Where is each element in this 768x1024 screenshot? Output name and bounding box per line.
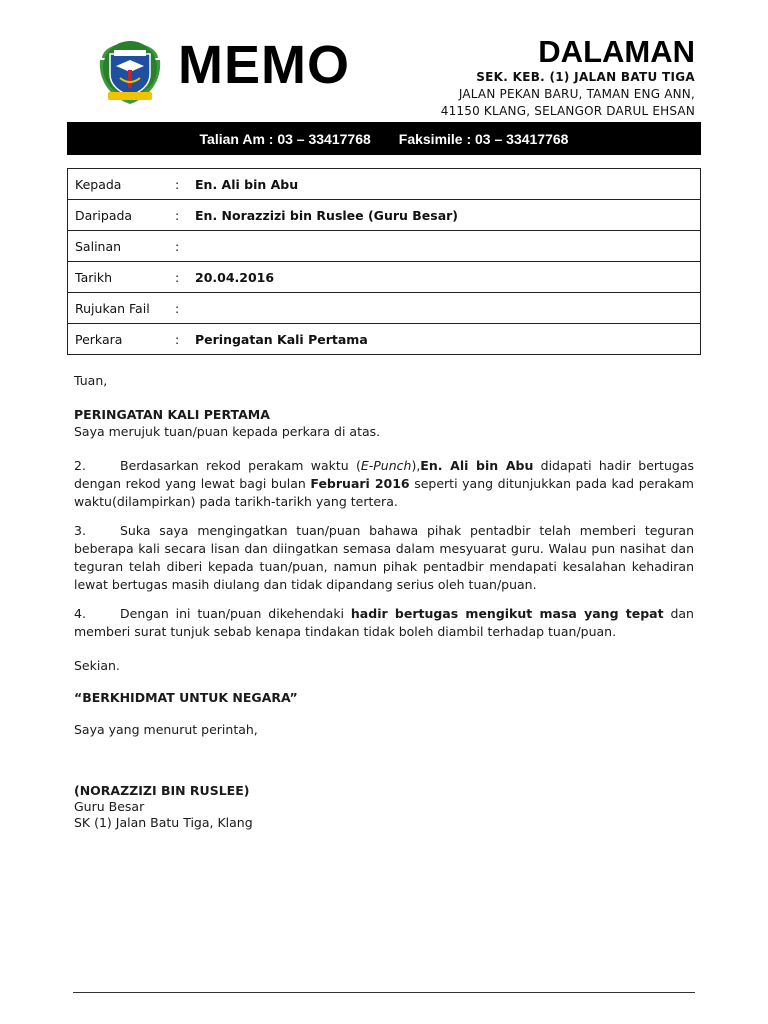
info-value — [195, 293, 701, 324]
info-colon: : — [175, 262, 195, 293]
info-label: Daripada — [68, 200, 176, 231]
paragraph-number: 3. — [74, 523, 86, 538]
paragraph-3 — [74, 522, 694, 594]
info-row-perkara — [68, 324, 701, 355]
motto: “BERKHIDMAT UNTUK NEGARA” — [74, 690, 298, 705]
info-colon: : — [175, 293, 195, 324]
letter-heading: PERINGATAN KALI PERTAMA — [74, 407, 270, 422]
info-label: Salinan — [68, 231, 176, 262]
paragraph-number: 2. — [74, 458, 86, 473]
text-run: ), — [411, 458, 421, 473]
paragraph-number: 4. — [74, 606, 86, 621]
paragraph-2 — [74, 457, 694, 511]
text-run-bold: hadir bertugas mengikut masa yang tepat — [350, 606, 664, 621]
info-row-salinan — [68, 231, 701, 262]
salutation: Tuan, — [74, 373, 108, 388]
info-colon: : — [175, 200, 195, 231]
closing: Sekian. — [74, 658, 120, 673]
memo-type-label: DALAMAN — [538, 34, 695, 69]
address-line-2: 41150 KLANG, SELANGOR DARUL EHSAN — [440, 104, 695, 118]
footer-divider — [73, 992, 695, 993]
info-value: 20.04.2016 — [195, 262, 701, 293]
address-line-1: JALAN PEKAN BARU, TAMAN ENG ANN, — [458, 87, 695, 101]
info-value — [195, 231, 701, 262]
phone-number: Talian Am : 03 – 33417768 — [199, 130, 371, 147]
paragraph-4 — [74, 605, 694, 641]
text-run: didapati hadir bertugas dengan rekod yang lewat bagi bulan — [74, 458, 694, 491]
info-colon: : — [175, 231, 195, 262]
letter-body — [74, 372, 694, 831]
signer-organisation: SK (1) Jalan Batu Tiga, Klang — [74, 815, 253, 830]
text-run-bold: Februari 2016 — [310, 476, 410, 491]
intro-paragraph: Saya merujuk tuan/puan kepada perkara di atas. — [74, 424, 381, 439]
text-run: seperti yang ditunjukkan pada kad perakam waktu(dilampirkan) pada tarikh-tarikh yang tertera. — [74, 476, 694, 509]
memo-info-table — [67, 168, 701, 355]
fax-number: Faksimile : 03 – 33417768 — [398, 130, 569, 147]
school-crest-logo — [94, 30, 166, 108]
info-value: En. Norazzizi bin Ruslee (Guru Besar) — [195, 200, 701, 231]
info-row-kepada — [68, 169, 701, 200]
info-label: Kepada — [68, 169, 176, 200]
info-label: Rujukan Fail — [68, 293, 176, 324]
text-run: dan memberi surat tunjuk sebab kenapa tindakan tidak boleh diambil terhadap tuan/puan. — [74, 606, 694, 639]
signer-title: Guru Besar — [74, 799, 145, 814]
info-row-daripada — [68, 200, 701, 231]
header-right-block — [441, 36, 695, 120]
contact-bar — [67, 122, 701, 155]
text-run-italic: E-Punch — [360, 458, 412, 473]
info-row-rujukan-fail — [68, 293, 701, 324]
info-label: Perkara — [68, 324, 176, 355]
text-run: Suka saya mengingatkan tuan/puan bahawa pihak pentadbir telah memberi teguran beberapa kali secara lisan dan diingatkan semasa dalam mesyuarat guru. Walau pun nasihat dan teguran telah diberi kepada tuan/puan, namun pihak pentadbir mendapati kesalahan kehadiran lewat bertugas masih diulang dan tidak dipandang serius oleh tuan/puan. — [74, 523, 694, 592]
info-value: Peringatan Kali Pertama — [195, 324, 701, 355]
memo-title: MEMO — [178, 35, 350, 95]
text-run: Berdasarkan rekod perakam waktu ( — [120, 458, 361, 473]
info-colon: : — [175, 324, 195, 355]
info-label: Tarikh — [68, 262, 176, 293]
text-run-bold: En. Ali bin Abu — [420, 458, 534, 473]
signer-name: (NORAZZIZI BIN RUSLEE) — [74, 783, 250, 798]
info-row-tarikh — [68, 262, 701, 293]
text-run: Dengan ini tuan/puan dikehendaki — [120, 606, 351, 621]
school-name: SEK. KEB. (1) JALAN BATU TIGA — [476, 70, 695, 84]
info-value: En. Ali bin Abu — [195, 169, 701, 200]
info-colon: : — [175, 169, 195, 200]
sign-off: Saya yang menurut perintah, — [74, 722, 258, 737]
